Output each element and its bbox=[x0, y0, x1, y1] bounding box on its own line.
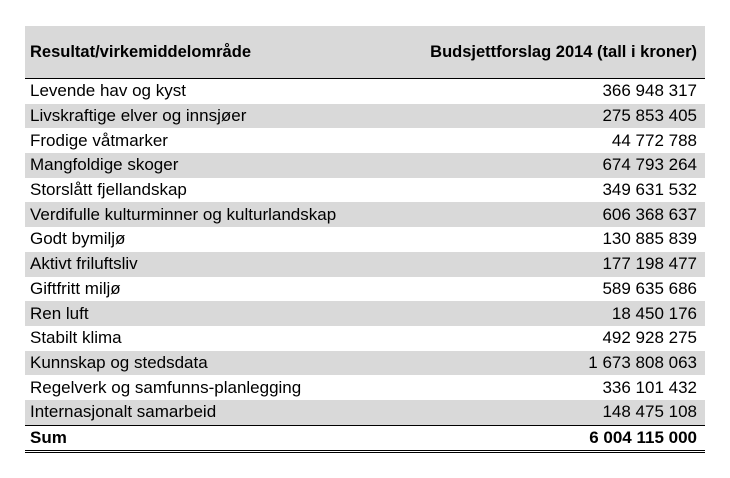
table-row bbox=[25, 252, 705, 277]
row-budget-value: 606 368 637 bbox=[395, 202, 705, 227]
row-budget-value: 336 101 432 bbox=[395, 375, 705, 400]
table-row bbox=[25, 178, 705, 203]
row-area-name: Aktivt friluftsliv bbox=[25, 252, 395, 277]
row-area-name: Frodige våtmarker bbox=[25, 128, 395, 153]
row-budget-value: 18 450 176 bbox=[395, 301, 705, 326]
row-area-name: Mangfoldige skoger bbox=[25, 153, 395, 178]
row-area-name: Levende hav og kyst bbox=[25, 79, 395, 104]
row-budget-value: 44 772 788 bbox=[395, 128, 705, 153]
total-label: Sum bbox=[25, 425, 395, 451]
header-row bbox=[25, 26, 705, 79]
row-budget-value: 366 948 317 bbox=[395, 79, 705, 104]
column-header-area: Resultat/virkemiddelområde bbox=[25, 26, 395, 79]
table-row bbox=[25, 351, 705, 376]
table-row bbox=[25, 153, 705, 178]
row-budget-value: 349 631 532 bbox=[395, 178, 705, 203]
table-row bbox=[25, 104, 705, 129]
column-header-budget: Budsjettforslag 2014 (tall i kroner) bbox=[395, 26, 705, 79]
total-row bbox=[25, 425, 705, 451]
row-area-name: Internasjonalt samarbeid bbox=[25, 400, 395, 425]
table-row bbox=[25, 202, 705, 227]
row-area-name: Regelverk og samfunns-planlegging bbox=[25, 375, 395, 400]
row-area-name: Verdifulle kulturminner og kulturlandskap bbox=[25, 202, 395, 227]
table-row bbox=[25, 79, 705, 104]
row-area-name: Godt bymiljø bbox=[25, 227, 395, 252]
row-area-name: Livskraftige elver og innsjøer bbox=[25, 104, 395, 129]
row-budget-value: 674 793 264 bbox=[395, 153, 705, 178]
table-row bbox=[25, 400, 705, 425]
table-footer bbox=[25, 425, 705, 451]
table-row bbox=[25, 375, 705, 400]
row-budget-value: 130 885 839 bbox=[395, 227, 705, 252]
row-area-name: Ren luft bbox=[25, 301, 395, 326]
table-row bbox=[25, 326, 705, 351]
row-budget-value: 177 198 477 bbox=[395, 252, 705, 277]
budget-table bbox=[25, 26, 705, 453]
row-area-name: Stabilt klima bbox=[25, 326, 395, 351]
table-header bbox=[25, 26, 705, 79]
table-row bbox=[25, 227, 705, 252]
row-budget-value: 589 635 686 bbox=[395, 277, 705, 302]
table-row bbox=[25, 128, 705, 153]
table-row bbox=[25, 301, 705, 326]
row-budget-value: 148 475 108 bbox=[395, 400, 705, 425]
row-budget-value: 492 928 275 bbox=[395, 326, 705, 351]
table-row bbox=[25, 277, 705, 302]
total-value: 6 004 115 000 bbox=[395, 425, 705, 451]
row-area-name: Kunnskap og stedsdata bbox=[25, 351, 395, 376]
row-budget-value: 275 853 405 bbox=[395, 104, 705, 129]
table-body bbox=[25, 79, 705, 426]
row-budget-value: 1 673 808 063 bbox=[395, 351, 705, 376]
row-area-name: Giftfritt miljø bbox=[25, 277, 395, 302]
row-area-name: Storslått fjellandskap bbox=[25, 178, 395, 203]
